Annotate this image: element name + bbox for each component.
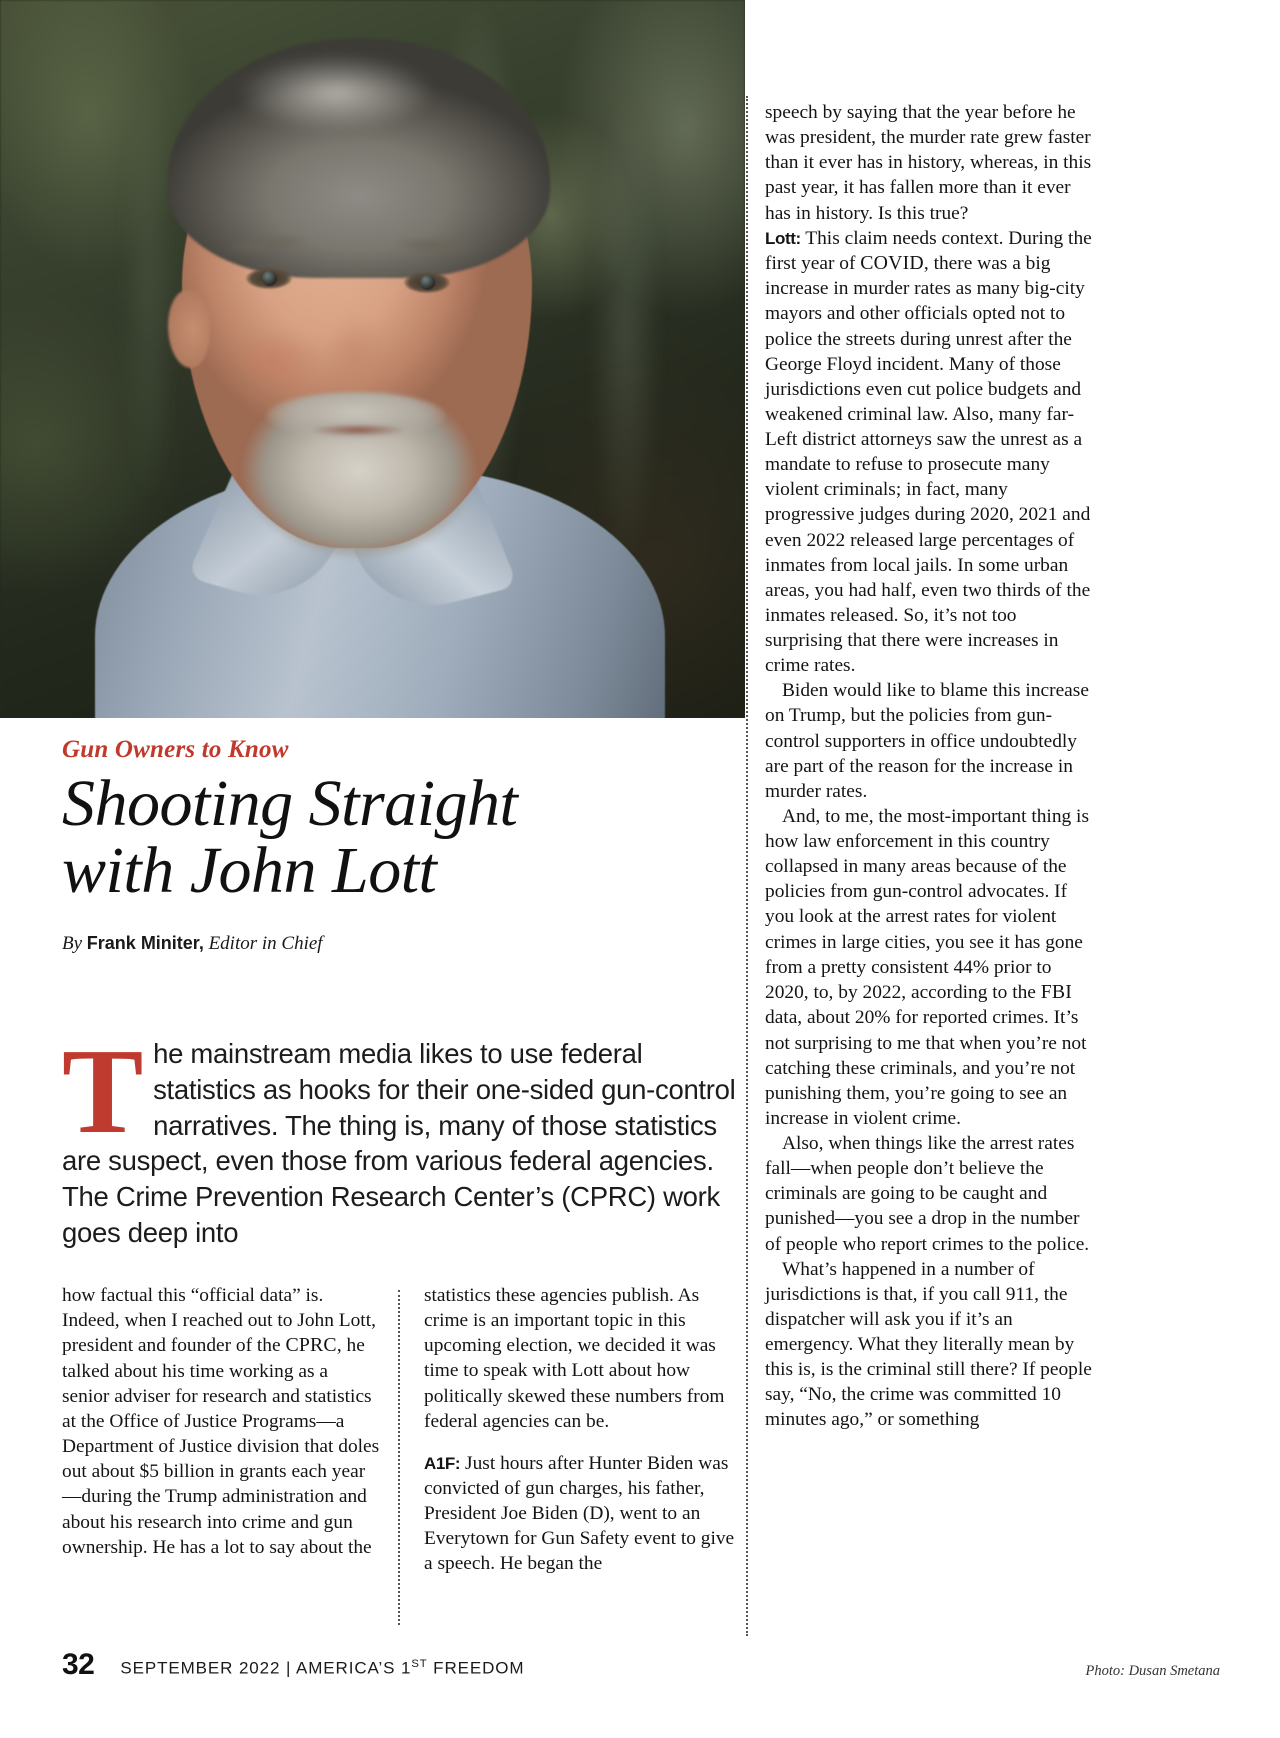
byline-prefix: By — [62, 932, 83, 954]
right-smallcaps-covid: COVID — [860, 251, 924, 274]
col1-smallcaps-cprc: CPRC — [285, 1334, 337, 1357]
column-divider-lower — [398, 1290, 400, 1625]
subject-mouth — [312, 424, 404, 436]
subject-pupil-right — [420, 275, 435, 290]
body-column-1 — [62, 1283, 380, 1628]
section-kicker: Gun Owners to Know — [62, 736, 289, 763]
right-paragraph-6: What’s happened in a number of jurisdictions is that, if you call 911, the dispatcher will ask you if it’s an emergency. What they literally mean by this is, is the criminal still there? If people say, “No, the crime was committed 10 minutes ago,” or something — [765, 1258, 1092, 1431]
footer-issue-line — [120, 1658, 524, 1679]
column2-paragraph-2 — [424, 1451, 742, 1577]
subject-ear — [168, 290, 210, 368]
speaker-tag-a1f: A1F: — [424, 1453, 461, 1473]
subject-cheek — [236, 330, 314, 390]
hair-highlight — [236, 54, 436, 132]
headline-block — [0, 718, 745, 955]
headline-line-2: with John Lott — [62, 834, 437, 908]
column2-paragraph-1: statistics these agencies publish. As crime is an important topic in this upcoming election, we decided it was time to speak with Lott about how politically skewed these numbers from federal agencies can be. — [424, 1285, 725, 1432]
col1-text-b: , he talked about his time working as a senior adviser for research and statistics at the Office of Justice Programs—a Department of Justice division that doles out about $5 billion in grants each year—during the Trump administration and about his research into crime and gun ownership. He has a lot to say about the — [62, 1335, 380, 1558]
footer-issue-ordinal: ST — [411, 1658, 428, 1671]
footer-issue-prefix: SEPTEMBER 2022 | AMERICA’S 1 — [120, 1659, 412, 1678]
col2-text: Just hours after Hunter Biden was convicted of gun charges, his father, President Joe Biden (D), went to an Everytown for Gun Safety event to give a speech. He began the — [424, 1452, 735, 1575]
column-divider-right — [746, 96, 748, 1636]
right-paragraph-3: Biden would like to blame this increase on Trump, but the policies from gun-control supporters in office undoubtedly are part of the reason for the increase in murder rates. — [765, 680, 1089, 802]
speaker-tag-lott: Lott: — [765, 228, 801, 248]
footer-issue-suffix: FREEDOM — [427, 1659, 525, 1678]
body-column-2 — [380, 1283, 742, 1628]
headline-line-1: Shooting Straight — [62, 767, 518, 840]
right-smallcaps-fbi: FBI — [1040, 980, 1073, 1003]
right-paragraph-2 — [765, 226, 1097, 679]
photo-credit: Photo: Dusan Smetana — [1085, 1663, 1220, 1679]
right-paragraph-4 — [765, 804, 1097, 1131]
right-p4-text-a: And, to me, the most-important thing is how law enforcement in this country collapsed in many areas because of the policies from gun-control advocates. If you look at the arrest rates for violent crimes in large cities, you see it has gone from a pretty consistent 44% prior to 2020, to, by 2022, according to the — [765, 805, 1089, 1003]
byline-author: Frank Miniter, — [86, 932, 204, 953]
page-title — [62, 767, 683, 908]
intro-text: he mainstream media likes to use federal statistics as hooks for their one-sided gun-control narratives. The thing is, many of those statistics are suspect, even those from various federal agencies. The Crime Prevention Research Center’s (CPRC) work goes deep into — [62, 1038, 736, 1248]
portrait-photo — [0, 0, 745, 718]
col1-text-a: how factual this “official data” is. Indeed, when I reached out to John Lott, president and founder of the — [62, 1285, 376, 1357]
right-paragraph-5: Also, when things like the arrest rates fall—when people don’t believe the criminals are going to be caught and punished—you see a drop in the number of people who report crimes to the police. — [765, 1133, 1090, 1255]
byline-title: Editor in Chief — [208, 932, 323, 954]
subject-nose — [318, 286, 392, 398]
drop-cap: T — [62, 1024, 144, 1159]
lower-columns — [62, 1283, 742, 1628]
column1-paragraph — [62, 1283, 380, 1560]
byline — [62, 933, 683, 955]
page-footer — [62, 1648, 524, 1682]
right-p4-text-b: data, about 20% for reported crimes. It’s not surprising to me that when you’re not catching these criminals, and you’re not punishing them, you’re going to see an increase in violent crime. — [765, 1007, 1087, 1129]
right-p2-text-a: This claim needs context. During the first year of — [765, 227, 1092, 274]
subject-pupil-left — [262, 271, 277, 286]
right-p2-text-b: , there was a big increase in murder rates as many big-city mayors and other officials opted not to police the streets during unrest after the George Floyd incident. Many of those jurisdictions even cut police budgets and weakened criminal law. Also, many far-Left district attorneys saw the unrest as a mandate to refuse to prosecute many violent criminals; in fact, many progressive judges during 2020, 2021 and even 2022 released large percentages of inmates from local jails. In some urban areas, you had half, even two thirds of the inmates released. So, it’s not too surprising that there were increases in crime rates. — [765, 252, 1091, 677]
sidebar-column — [765, 100, 1097, 1433]
right-paragraph-1: speech by saying that the year before he was president, the murder rate grew faster than it ever has in history, whereas, in this past year, it has fallen more than it ever has in history. Is this true? — [765, 102, 1092, 224]
intro-paragraph — [62, 1024, 742, 1251]
folio-page-number: 32 — [62, 1648, 95, 1681]
